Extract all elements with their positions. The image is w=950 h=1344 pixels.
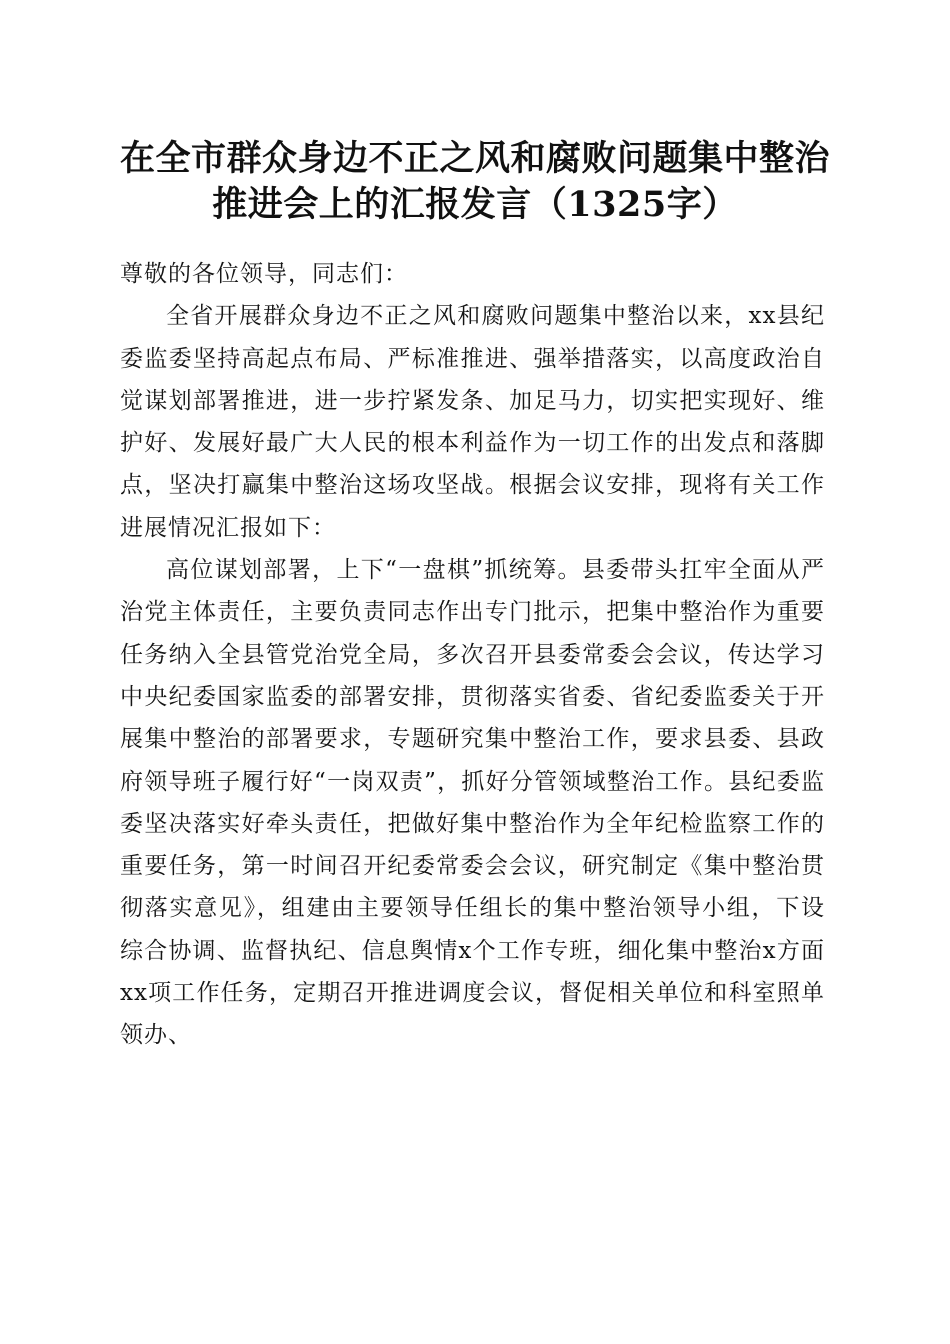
document-body <box>120 253 825 1057</box>
paragraph-deployment: 高位谋划部署，上下“一盘棋”抓统筹。县委带头扛牢全面从严治党主体责任，主要负责同志作出专门批示，把集中整治作为重要任务纳入全县管党治党全局，多次召开县委常委会会议，传达学习中央纪委国家监委的部署安排，贯彻落实省委、省纪委监委关于开展集中整治的部署要求，专题研究集中整治工作，要求县委、县政府领导班子履行好“一岗双责”，抓好分管领域整治工作。县纪委监委坚决落实好牵头责任，把做好集中整治作为全年纪检监察工作的重要任务，第一时间召开纪委常委会会议，研究制定《集中整治贯彻落实意见》，组建由主要领导任组长的集中整治领导小组，下设综合协调、监督执纪、信息舆情x个工作专班，细化集中整治x方面xx项工作任务，定期召开推进调度会议，督促相关单位和科室照单领办、 <box>120 557 825 1049</box>
document-title <box>90 136 860 228</box>
salutation: 尊敬的各位领导，同志们： <box>120 261 408 287</box>
paragraph-intro: 全省开展群众身边不正之风和腐败问题集中整治以来，xx县纪委监委坚持高起点布局、严标准推进、强举措落实，以高度政治自觉谋划部署推进，进一步拧紧发条、加足马力，切实把实现好、维护好、发展好最广大人民的根本利益作为一切工作的出发点和落脚点，坚决打赢集中整治这场攻坚战。根据会议安排，现将有关工作进展情况汇报如下： <box>120 303 825 541</box>
title-line-1: 在全市群众身边不正之风和腐败问题集中整治 <box>119 138 830 179</box>
title-line-2: 推进会上的汇报发言（1325字） <box>212 184 738 225</box>
